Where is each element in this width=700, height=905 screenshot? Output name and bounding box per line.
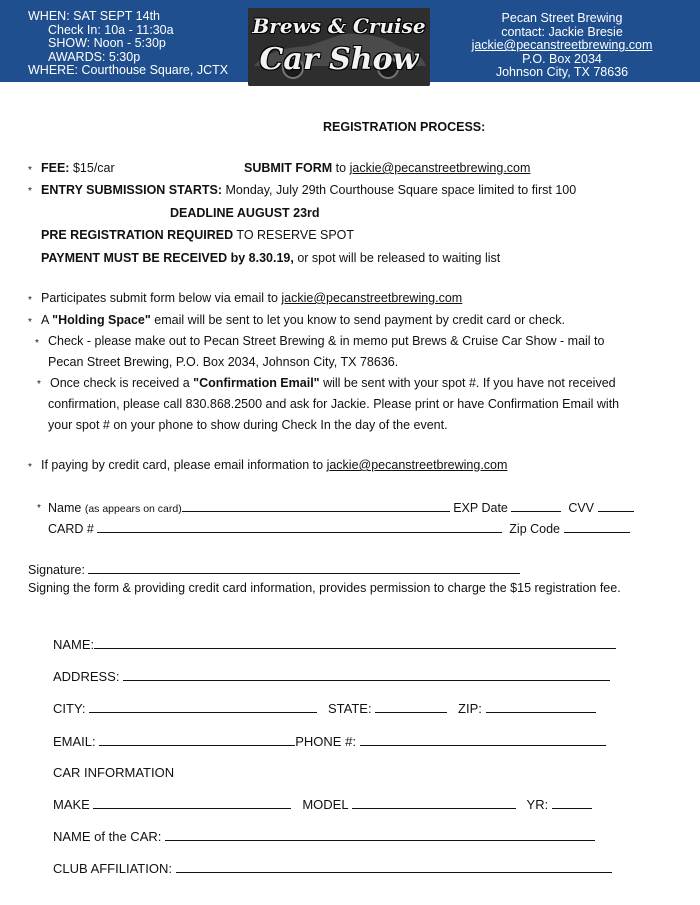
page-title: REGISTRATION PROCESS:: [323, 120, 486, 134]
form-car-name-label: NAME of the CAR:: [53, 829, 162, 844]
event-checkin: Check In: 10a - 11:30a: [48, 22, 174, 37]
holding-a: A: [41, 313, 49, 327]
contact-name: contact: Jackie Bresie: [501, 24, 623, 39]
confirm-b: will be sent with your spot #. If you have not received: [323, 376, 616, 390]
confirm-a: Once check is received a: [50, 376, 190, 390]
signature-label: Signature:: [28, 563, 85, 577]
signature-row: [28, 561, 520, 577]
credit-card-line: [41, 458, 507, 472]
bullet: *: [28, 317, 32, 328]
bullet: *: [37, 379, 41, 390]
bullet: *: [35, 338, 39, 349]
submit-line: [244, 161, 530, 175]
form-address-field[interactable]: [123, 668, 610, 681]
cc-name-note: (as appears on card): [84, 503, 182, 515]
prereg-text: TO RESERVE SPOT: [236, 228, 355, 242]
cc-zip-label: Zip Code: [509, 522, 561, 536]
entry-line: [41, 183, 576, 197]
form-yr-label: YR:: [526, 797, 549, 812]
cc-name-field[interactable]: [182, 499, 450, 512]
form-city-field[interactable]: [89, 700, 317, 713]
form-state-field[interactable]: [375, 700, 447, 713]
cc-zip-field[interactable]: [564, 520, 630, 533]
prereg-bold: PRE REGISTRATION REQUIRED: [41, 228, 234, 242]
event-when: WHEN: SAT SEPT 14th: [28, 9, 160, 23]
cc-card-row: [48, 520, 630, 536]
event-where: WHERE: Courthouse Square, JCTX: [28, 63, 229, 77]
contact-details: [462, 12, 662, 80]
form-car-name-row: [53, 828, 595, 844]
holding-text: email will be sent to let you know to send payment by credit card or check.: [154, 313, 565, 327]
form-make-field[interactable]: [93, 796, 291, 809]
event-details: [28, 10, 228, 78]
logo-line-1: Brews & Cruise: [252, 14, 426, 38]
holding-space-line: [41, 313, 565, 327]
holding-bold: "Holding Space": [52, 313, 151, 327]
form-make-label: MAKE: [53, 797, 90, 812]
form-name-field[interactable]: [94, 636, 616, 649]
bullet: *: [37, 503, 41, 514]
form-club-label: CLUB AFFILIATION:: [53, 861, 172, 876]
form-state-label: STATE:: [327, 701, 372, 716]
cc-exp-field[interactable]: [511, 499, 561, 512]
submit-to: to: [335, 161, 347, 175]
form-address-row: [53, 668, 610, 684]
confirmation-line-2: confirmation, please call 830.868.2500 and ask for Jackie. Please print or have Confirmation Email with: [48, 397, 620, 411]
form-yr-field[interactable]: [552, 796, 592, 809]
form-city-label: CITY:: [53, 701, 86, 716]
form-car-name-field[interactable]: [165, 828, 595, 841]
bullet: *: [28, 186, 32, 197]
submit-label: SUBMIT FORM: [244, 161, 333, 175]
cc-cvv-label: CVV: [568, 501, 595, 515]
permission-text: Signing the form & providing credit card information, provides permission to charge the $15 registration fee.: [28, 581, 621, 595]
cc-name-row: [48, 499, 634, 515]
fee-line: [41, 161, 115, 175]
entry-label: ENTRY SUBMISSION STARTS:: [41, 183, 223, 197]
form-email-row: [53, 733, 606, 749]
signature-field[interactable]: [88, 561, 520, 574]
form-email-label: EMAIL:: [53, 734, 96, 749]
event-awards: AWARDS: 5:30p: [48, 49, 141, 64]
confirmation-line-1: [50, 376, 616, 390]
form-model-field[interactable]: [352, 796, 516, 809]
payment-line: [41, 251, 500, 265]
car-info-heading: CAR INFORMATION: [53, 765, 175, 780]
cc-exp-label: EXP Date: [453, 501, 508, 515]
credit-card-email-link[interactable]: jackie@pecanstreetbrewing.com: [326, 458, 508, 472]
form-club-field[interactable]: [176, 860, 612, 873]
form-model-label: MODEL: [302, 797, 349, 812]
contact-email-link[interactable]: jackie@pecanstreetbrewing.com: [471, 38, 653, 53]
org-name: Pecan Street Brewing: [501, 11, 623, 25]
check-line-1: Check - please make out to Pecan Street Brewing & in memo put Brews & Cruise Car Show - mail to: [48, 334, 605, 348]
form-zip-field[interactable]: [486, 700, 596, 713]
form-phone-label: PHONE #:: [295, 734, 356, 749]
form-zip-label: ZIP:: [458, 701, 482, 716]
deadline-text: DEADLINE AUGUST 23rd: [170, 206, 320, 220]
form-car-row: [53, 796, 592, 812]
cc-cvv-field[interactable]: [598, 499, 634, 512]
cc-card-label: CARD #: [48, 522, 94, 536]
cc-card-field[interactable]: [97, 520, 502, 533]
prereg-line: [41, 228, 354, 242]
form-club-row: [53, 860, 612, 876]
payment-text: or spot will be released to waiting list: [297, 251, 501, 265]
bullet: *: [28, 295, 32, 306]
submit-email-link[interactable]: jackie@pecanstreetbrewing.com: [349, 161, 531, 175]
form-name-row: [53, 636, 616, 652]
fee-value: $15/car: [72, 161, 115, 175]
check-line-2: Pecan Street Brewing, P.O. Box 2034, Johnson City, TX 78636.: [48, 355, 399, 369]
form-email-field[interactable]: [99, 733, 295, 746]
entry-text: Monday, July 29th Courthouse Square space limited to first 100: [225, 183, 577, 197]
form-phone-field[interactable]: [360, 733, 606, 746]
event-show: SHOW: Noon - 5:30p: [48, 36, 166, 50]
submit-instructions: [41, 291, 462, 305]
confirmation-line-3: your spot # on your phone to show during Check In the day of the event.: [48, 418, 448, 432]
cc-name-label: Name: [48, 501, 82, 515]
bullet: *: [28, 462, 32, 473]
city-state-zip: Johnson City, TX 78636: [495, 65, 629, 80]
form-city-row: [53, 700, 596, 716]
instructions-email-link[interactable]: jackie@pecanstreetbrewing.com: [281, 291, 463, 305]
header-banner: [0, 0, 700, 82]
credit-card-text: If paying by credit card, please email information to: [41, 458, 324, 472]
po-box: P.O. Box 2034: [522, 51, 602, 66]
fee-label: FEE:: [41, 161, 70, 175]
form-name-label: NAME:: [53, 637, 95, 652]
brews-cruise-logo: [248, 8, 430, 86]
submit-instructions-text: Participates submit form below via email to: [41, 291, 278, 305]
logo-line-2: Car Show: [259, 42, 419, 77]
payment-bold: PAYMENT MUST BE RECEIVED by 8.30.19,: [41, 251, 294, 265]
confirm-bold: "Confirmation Email": [193, 376, 320, 390]
bullet: *: [28, 165, 32, 176]
form-address-label: ADDRESS:: [53, 669, 120, 684]
